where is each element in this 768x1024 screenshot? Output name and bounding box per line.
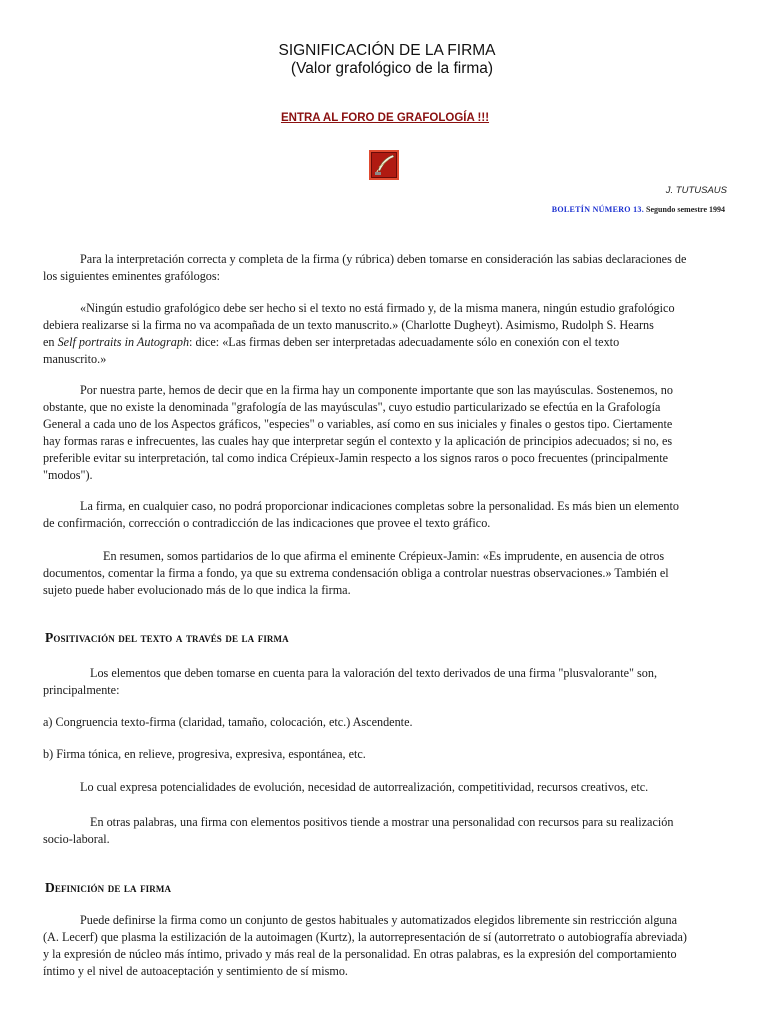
section1-intro: [43, 665, 743, 699]
text-line: obstante, que no existe la denominada "grafología de las mayúsculas", cuyo estudio particularizado se efectúa en la Grafología: [43, 400, 661, 414]
book-title: Self portraits in Autograph: [57, 335, 190, 349]
text-line: documentos, comentar la firma a fondo, ya que su extrema condensación obliga a controlar nuestras observaciones.» También el: [43, 566, 669, 580]
text-line: íntimo y el nivel de autoaceptación y sentimiento de sí mismo.: [43, 964, 348, 978]
bulletin-info: [552, 205, 725, 214]
page-subtitle: (Valor grafológico de la firma): [290, 60, 494, 77]
text-line: "modos").: [43, 468, 93, 482]
text-line: de confirmación, corrección o contradicción de las indicaciones que provee el texto gráfico.: [43, 516, 491, 530]
text-line: General a cada uno de los Aspectos gráficos, "especies" o variables, así como en sus iniciales y finales o gestos tipo. Ciertamente: [43, 417, 673, 431]
paragraph-5: [43, 548, 743, 599]
text-line: socio-laboral.: [43, 832, 110, 846]
text-line: principalmente:: [43, 683, 120, 697]
bulletin-period: Segundo semestre 1994: [644, 205, 725, 214]
section-heading-positivacion: Positivación del texto a través de la firma: [45, 630, 289, 645]
bulletin-number[interactable]: BOLETÍN NÚMERO 13.: [551, 205, 645, 214]
text-fragment: en: [43, 335, 55, 349]
text-line: los siguientes eminentes grafólogos:: [43, 269, 221, 283]
text-line: Para la interpretación correcta y completa de la firma (y rúbrica) deben tomarse en consideración las sabias declaraciones de: [80, 252, 687, 266]
text-line: debiera realizarse si la firma no va acompañada de un texto manuscrito.» (Charlotte Dugheyt). Asimismo, Rudolph S. Hearns: [43, 318, 654, 332]
section2-body: [43, 912, 743, 980]
paragraph-2: [43, 300, 743, 368]
text-line: manuscrito.»: [43, 352, 107, 366]
text-line: En resumen, somos partidarios de lo que afirma el eminente Crépieux-Jamin: «Es imprudente, en ausencia de otros: [103, 549, 665, 563]
list-item-b: b) Firma tónica, en relieve, progresiva, expresiva, espontánea, etc.: [43, 747, 366, 761]
section1-conclusion: [43, 814, 743, 848]
text-line: hay formas raras e infrecuentes, las cuales hay que interpretar según el contexto y la aplicación de principios adecuados; si no, es: [43, 434, 673, 448]
section-heading-definicion: Definición de la firma: [45, 880, 172, 895]
text-line: (A. Lecerf) que plasma la estilización de la autoimagen (Kurtz), la autorrepresentación de sí (autorretrato o autobiografía abreviada): [43, 930, 687, 944]
list-item-a: a) Congruencia texto-firma (claridad, tamaño, colocación, etc.) Ascendente.: [43, 715, 413, 729]
quill-pen-icon[interactable]: [369, 150, 399, 180]
quill-pen-glyph: [369, 150, 399, 180]
page-title: SIGNIFICACIÓN DE LA FIRMA: [278, 42, 496, 59]
summary-line: Lo cual expresa potencialidades de evolución, necesidad de autorrealización, competitividad, recursos creativos, etc.: [80, 780, 649, 794]
paragraph-3: [43, 382, 743, 484]
text-line: La firma, en cualquier caso, no podrá proporcionar indicaciones completas sobre la personalidad. Es más bien un elemento: [80, 499, 680, 513]
text-line: «Ningún estudio grafológico debe ser hecho si el texto no está firmado y, de la misma manera, ningún estudio grafológico: [80, 301, 675, 315]
text-fragment: : dice: «Las firmas deben ser interpretadas adecuadamente sólo en conexión con el texto: [189, 335, 620, 349]
forum-link[interactable]: ENTRA AL FORO DE GRAFOLOGÍA !!!: [280, 112, 490, 124]
text-line: y la expresión de núcleo más íntimo, privado y más real de la personalidad. En otras palabras, es la expresión del comportamiento: [43, 947, 677, 961]
text-line: Los elementos que deben tomarse en cuenta para la valoración del texto derivados de una firma "plusvalorante" son,: [90, 666, 657, 680]
text-line: Puede definirse la firma como un conjunto de gestos habituales y automatizados elegidos libremente sin restricción alguna: [80, 913, 678, 927]
text-line: preferible evitar su interpretación, tal como indica Crépieux-Jamin respecto a los signos raros o poco frecuentes (principalmente: [43, 451, 669, 465]
paragraph-4: [43, 498, 743, 532]
text-line: sujeto puede haber evolucionado más de lo que indica la firma.: [43, 583, 351, 597]
author-name: J. TUTUSAUS: [665, 185, 727, 196]
text-line: En otras palabras, una firma con elementos positivos tiende a mostrar una personalidad con recursos para su realización: [90, 815, 674, 829]
text-line: Por nuestra parte, hemos de decir que en la firma hay un componente importante que son las mayúsculas. Sostenemos, no: [80, 383, 673, 397]
paragraph-1: [43, 251, 743, 285]
text-line: [43, 334, 743, 351]
